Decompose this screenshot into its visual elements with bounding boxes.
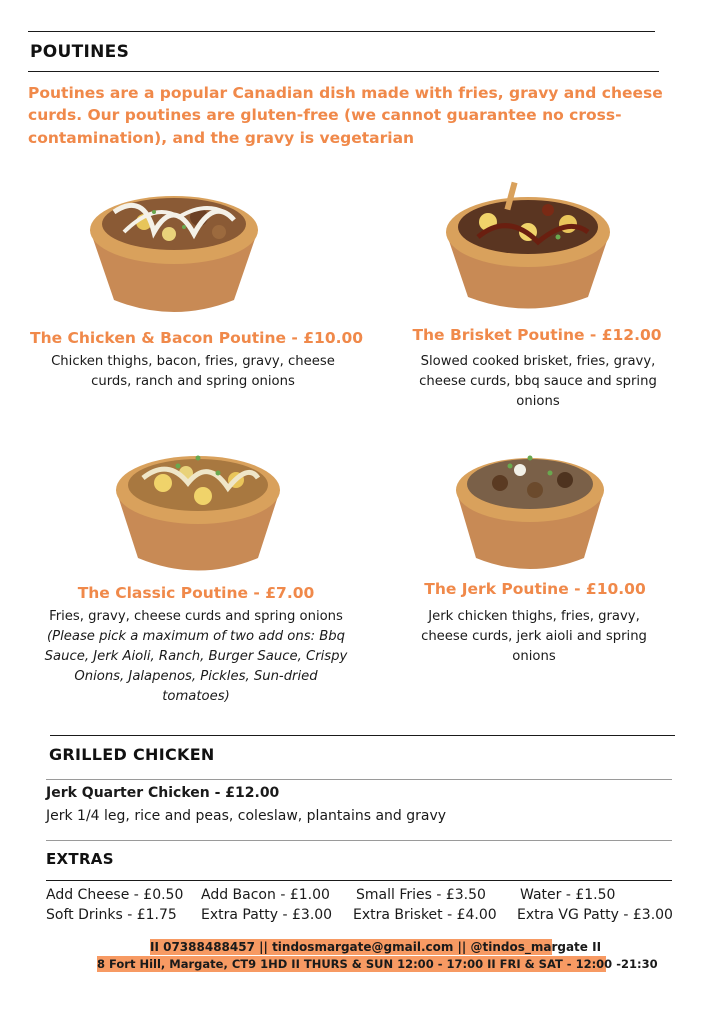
- grilled-chicken-heading: GRILLED CHICKEN: [49, 745, 215, 764]
- classic-poutine-description-block: [40, 607, 352, 707]
- classic-poutine-image: [108, 428, 288, 578]
- extra-item: Soft Drinks - £1.75: [46, 907, 177, 923]
- extra-item: Extra Brisket - £4.00: [353, 907, 497, 923]
- poutines-intro: Poutines are a popular Canadian dish made with fries, gravy and cheese curds. Our poutines are gluten-free (we cannot guarantee no cross-contamination), and the gravy is vegetarian: [28, 84, 663, 147]
- jerk-quarter-chicken-description: Jerk 1/4 leg, rice and peas, coleslaw, plantains and gravy: [46, 808, 447, 824]
- poutines-divider: [28, 71, 659, 72]
- classic-poutine-name: The Classic Poutine - £7.00: [77, 584, 315, 602]
- classic-poutine-description: Fries, gravy, cheese curds and spring onions: [49, 609, 343, 624]
- extra-item: Extra Patty - £3.00: [201, 907, 333, 923]
- brisket-poutine-name: The Brisket Poutine - £12.00: [412, 326, 662, 344]
- jerk-poutine-name: The Jerk Poutine - £10.00: [424, 580, 646, 598]
- extras-top-divider: [46, 840, 672, 841]
- extra-item: Add Bacon - £1.00: [201, 887, 330, 903]
- extra-item: Extra VG Patty - £3.00: [517, 907, 673, 923]
- classic-poutine-addons-note: (Please pick a maximum of two add ons: Bbq Sauce, Jerk Aioli, Ranch, Burger Sauce, Crispy Onions, Jalapenos, Pickles, Sun-dried tomatoes): [44, 629, 348, 704]
- brisket-poutine-description: Slowed cooked brisket, fries, gravy, cheese curds, bbq sauce and spring onions: [419, 354, 657, 409]
- chicken-bacon-poutine-description: Chicken thighs, bacon, fries, gravy, cheese curds, ranch and spring onions: [51, 354, 335, 389]
- grilled-chicken-divider: [46, 779, 672, 780]
- grilled-chicken-top-divider: [50, 735, 675, 736]
- extras-heading: EXTRAS: [46, 850, 114, 868]
- brisket-poutine-image: [438, 162, 618, 317]
- chicken-bacon-poutine-name: The Chicken & Bacon Poutine - £10.00: [30, 329, 364, 347]
- extra-item: Small Fries - £3.50: [356, 887, 486, 903]
- jerk-poutine-description: Jerk chicken thighs, fries, gravy, cheese curds, jerk aioli and spring onions: [421, 609, 647, 664]
- extras-divider: [46, 880, 672, 881]
- footer-address-hours: 8 Fort Hill, Margate, CT9 1HD II THURS & SUN 12:00 - 17:00 II FRI & SAT - 12:00 -21:30: [97, 957, 658, 971]
- jerk-poutine-image: [450, 428, 610, 578]
- extra-item: Water - £1.50: [520, 887, 616, 903]
- chicken-bacon-poutine-image: [84, 172, 264, 322]
- top-divider: [28, 31, 655, 32]
- extra-item: Add Cheese - £0.50: [46, 887, 184, 903]
- poutines-heading: POUTINES: [30, 42, 130, 62]
- jerk-quarter-chicken-name: Jerk Quarter Chicken - £12.00: [46, 785, 280, 801]
- footer-contact: II 07388488457 || tindosmargate@gmail.com || @tindos_margate II: [150, 940, 602, 954]
